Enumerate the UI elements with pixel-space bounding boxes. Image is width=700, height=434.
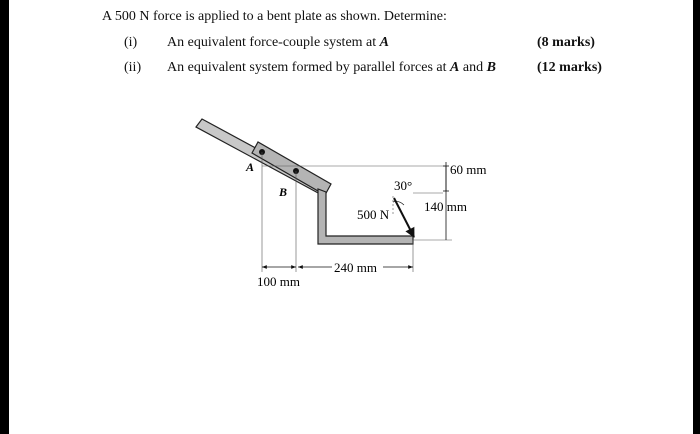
force-arrow [394,198,414,237]
dim-240-label: 240 mm [334,260,377,275]
angle-arc [393,201,404,205]
part-number: (ii) [124,60,142,75]
part-text: An equivalent system formed by parallel forces at A and B [167,60,496,75]
force-label: 500 N [357,207,390,222]
point-a-ref: A [450,60,460,75]
point-a-ref: A [379,35,389,50]
part-text: An equivalent force-couple system at A [167,35,389,50]
part-marks: (12 marks) [537,60,602,75]
point-a-label: A [246,160,255,174]
question-intro: A 500 N force is applied to a bent plate as shown. Determine: [102,9,447,24]
dim-100-label: 100 mm [257,274,300,289]
dim-140-label: 140 mm [424,199,467,214]
part-marks: (8 marks) [537,35,595,50]
part-number: (i) [124,35,138,50]
point-b-label: B [279,185,288,199]
angle-label: 30° [394,178,413,193]
dim-60-label: 60 mm [450,162,487,177]
point-b-ref: B [486,60,496,75]
